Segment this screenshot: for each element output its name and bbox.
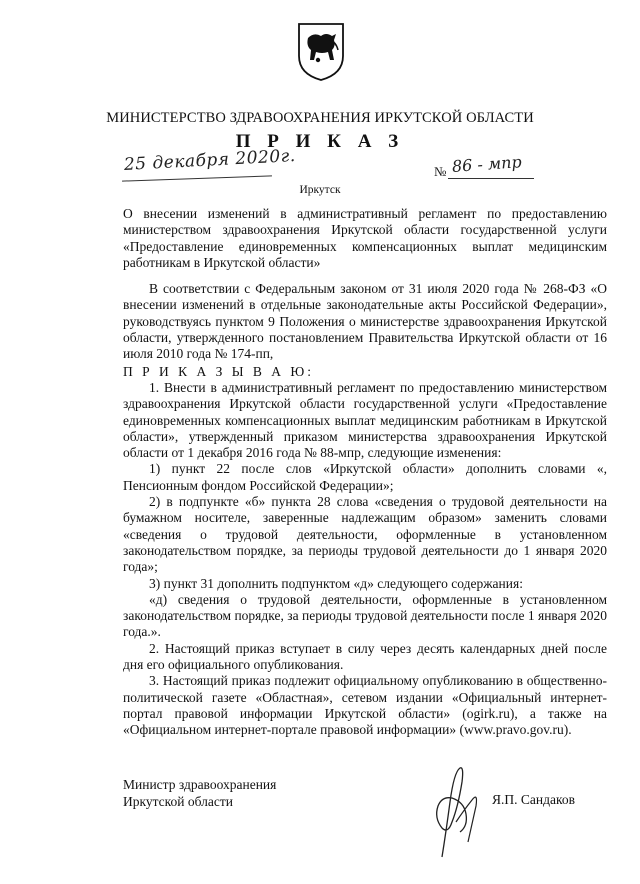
order-items bbox=[123, 380, 607, 739]
date-underline bbox=[122, 175, 272, 181]
number-underline bbox=[448, 178, 534, 179]
position-line-1: Министр здравоохранения bbox=[123, 777, 277, 792]
signatory-position bbox=[123, 776, 276, 810]
order-subject: О внесении изменений в административный регламент по предоставлению министерством здравоохранения Иркутской области государственной услуги «Предоставление единовременных компенсационных выплат медицинским работникам в Иркутской области» bbox=[123, 206, 607, 270]
item-1-3-d: «д) сведения о трудовой деятельности, оформленные в установленном законодательством порядке, за периоды трудовой деятельности после 1 января 2020 года.». bbox=[123, 591, 607, 640]
order-date: 25 декабря 2020г. bbox=[123, 146, 297, 175]
position-line-2: Иркутской области bbox=[123, 794, 234, 809]
order-directive: П Р И К А З Ы В А Ю: bbox=[123, 364, 315, 379]
item-3: 3. Настоящий приказ подлежит официальному опубликованию в общественно-политической газете «Областная», сетевом издании «Официальный интернет-портал правовой информации Иркутской области» (ogirk.ru), а также на «Официальном интернет-портале правовой информации» (www.pravo.gov.ru). bbox=[123, 673, 607, 738]
order-title: П Р И К А З bbox=[235, 131, 405, 152]
item-1-1: 1) пункт 22 после слов «Иркутской области» дополнить словами «, Пенсионным фондом Российской Федерации»; bbox=[123, 461, 607, 493]
item-2: 2. Настоящий приказ вступает в силу через десять календарных дней после дня его официального опубликования. bbox=[123, 640, 607, 673]
irkutsk-coat-of-arms-icon bbox=[296, 20, 346, 82]
item-1-2: 2) в подпункте «б» пункта 28 слова «сведения о трудовой деятельности на бумажном носителе, заверенные надлежащим образом» заменить словами «сведения о трудовой деятельности, оформленные в установленном законодательством порядке, за периоды трудовой деятельности до 1 января 2020 года»; bbox=[123, 494, 607, 575]
handwritten-signature-icon bbox=[412, 762, 492, 862]
order-number-prefix: № bbox=[434, 164, 447, 179]
order-number: 86 - мпр bbox=[451, 152, 523, 176]
preamble: В соответствии с Федеральным законом от 31 июля 2020 года № 268-ФЗ «О внесении изменений в отдельные законодательные акты Российской Федерации», руководствуясь пунктом 9 Положения о министерстве здравоохранения Иркутской области, утвержденного постановлением Правительства Иркутской области от 16 июля 2010 года № 174-пп, bbox=[123, 281, 607, 362]
ministry-name: МИНИСТЕРСТВО ЗДРАВООХРАНЕНИЯ ИРКУТСКОЙ ОБЛАСТИ bbox=[106, 110, 534, 126]
signatory-name: Я.П. Сандаков bbox=[492, 792, 575, 807]
city: Иркутск bbox=[299, 184, 341, 196]
item-1-3: 3) пункт 31 дополнить подпунктом «д» следующего содержания: bbox=[149, 575, 523, 591]
item-1: 1. Внести в административный регламент по предоставлению министерством здравоохранения Иркутской области государственной услуги «Предоставление единовременных компенсационных выплат медицинским работникам в Иркутской области», утвержденный приказом министерства здравоохранения Иркутской области от 1 декабря 2016 года № 88-мпр, следующие изменения: bbox=[123, 380, 607, 461]
